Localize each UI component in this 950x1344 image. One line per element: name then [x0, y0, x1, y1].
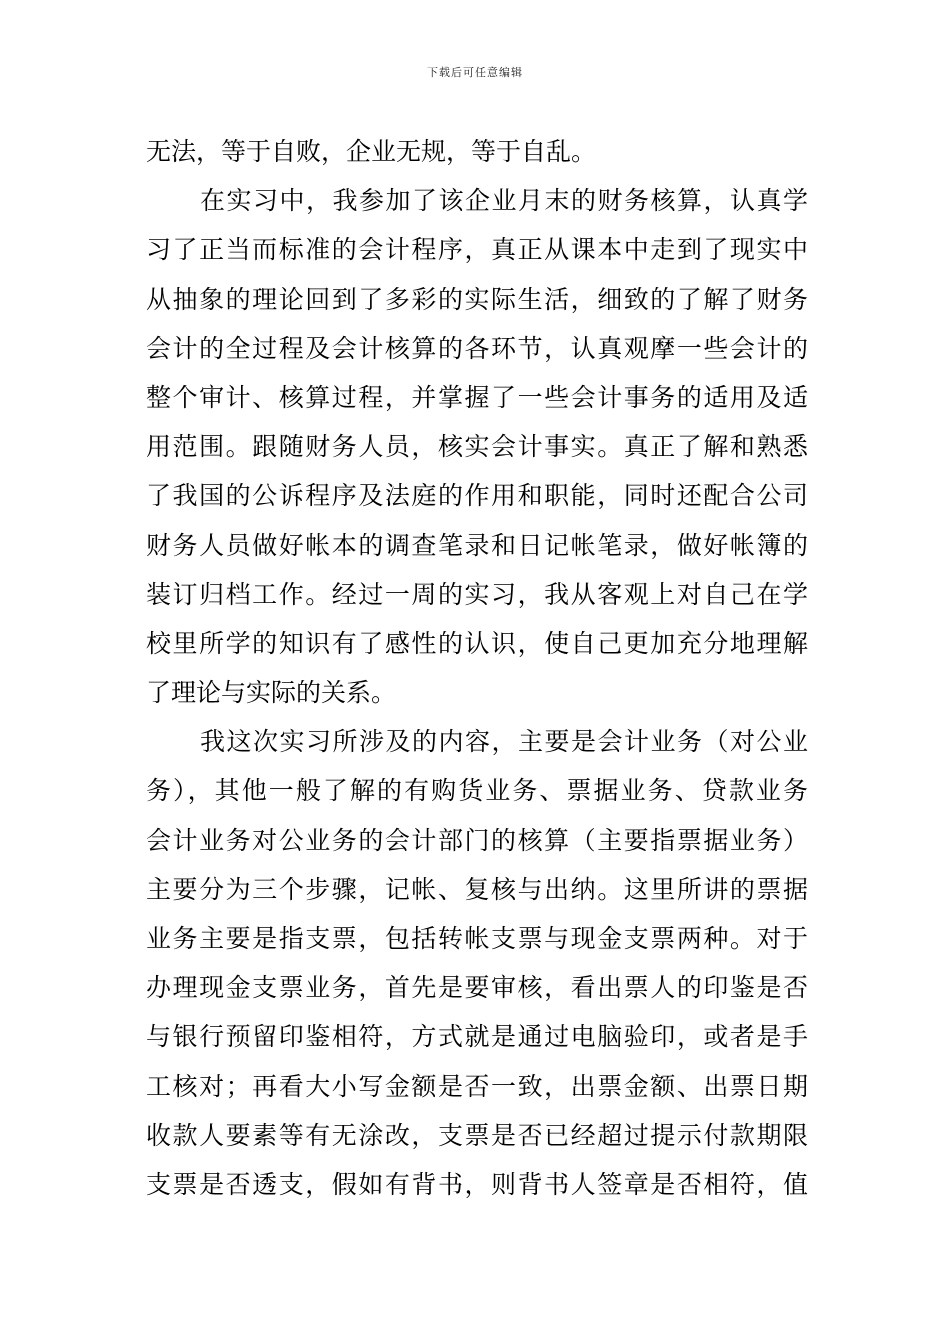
- text-line: 工核对；再看大小写金额是否一致，出票金额、出票日期: [146, 1071, 808, 1101]
- paragraph-first-line: 我这次实习所涉及的内容，主要是会计业务（对公业: [200, 727, 808, 757]
- text-line: 支票是否透支，假如有背书，则背书人签章是否相符，值: [146, 1169, 808, 1199]
- text-line: 务），其他一般了解的有购货业务、票据业务、贷款业务: [146, 776, 808, 806]
- text-line: 与银行预留印鉴相符，方式就是通过电脑验印，或者是手: [146, 1022, 808, 1052]
- text-line: 业务主要是指支票，包括转帐支票与现金支票两种。对于: [146, 924, 808, 953]
- text-line: 习了正当而标准的会计程序，真正从课本中走到了现实中: [146, 235, 808, 265]
- page-header: 下载后可任意编辑: [427, 66, 523, 79]
- text-line: 财务人员做好帐本的调查笔录和日记帐笔录，做好帐簿的: [146, 530, 808, 560]
- paragraph-first-line: 在实习中，我参加了该企业月末的财务核算，认真学: [200, 186, 808, 216]
- text-line: 会计的全过程及会计核算的各环节，认真观摩一些会计的: [146, 333, 808, 363]
- text-line: 了我国的公诉程序及法庭的作用和职能，同时还配合公司: [146, 481, 808, 511]
- text-line: 装订归档工作。经过一周的实习，我从客观上对自己在学: [146, 579, 808, 609]
- text-line: 校里所学的知识有了感性的认识，使自己更加充分地理解: [146, 628, 808, 658]
- document-body: [146, 127, 808, 1209]
- text-line: 会计业务对公业务的会计部门的核算（主要指票据业务）: [146, 825, 808, 855]
- text-line: 主要分为三个步骤，记帐、复核与出纳。这里所讲的票据: [146, 874, 808, 904]
- text-line: 从抽象的理论回到了多彩的实际生活，细致的了解了财务: [146, 284, 808, 314]
- text-line: 收款人要素等有无涂改，支票是否已经超过提示付款期限: [146, 1120, 808, 1150]
- text-line: 办理现金支票业务，首先是要审核，看出票人的印鉴是否: [146, 973, 808, 1003]
- text-line: 无法，等于自败，企业无规，等于自乱。: [146, 137, 597, 166]
- text-line: 了理论与实际的关系。: [146, 678, 397, 708]
- text-line: 整个审计、核算过程，并掌握了一些会计事务的适用及适: [146, 382, 808, 412]
- text-line: 用范围。跟随财务人员，核实会计事实。真正了解和熟悉: [146, 432, 808, 462]
